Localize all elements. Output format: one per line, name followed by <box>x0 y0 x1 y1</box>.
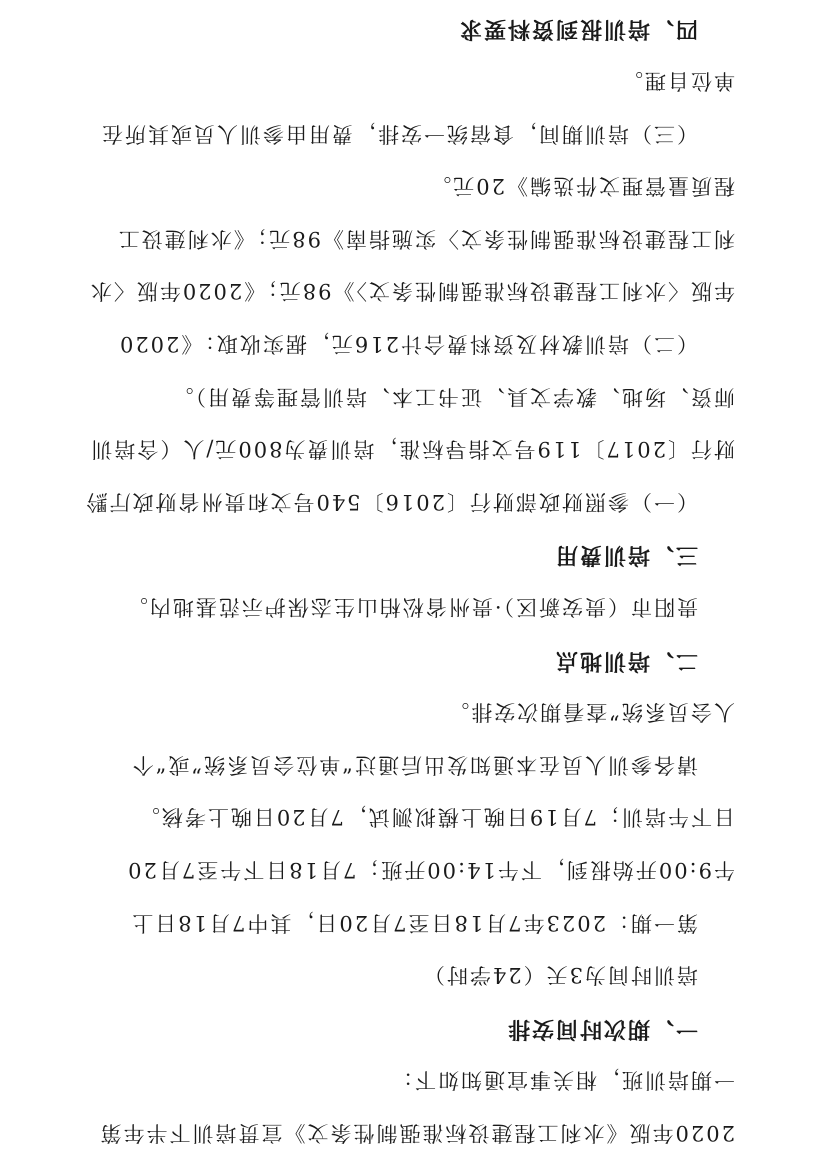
section-1-paragraph-3-line-2: 人会员系统”查看期次安排。 <box>446 700 735 724</box>
intro-line-1: 2020年版《水利工程建设标准强制性条文》宣贯培训下半年第 <box>98 1121 735 1145</box>
section-1-paragraph-2-line-2: 午9:00开始报到，下午14:00开班；7月18日下午至7月20 <box>126 858 735 882</box>
section-3-paragraph-2-line-3: 利工程建设标准强制性条文〉实施指南》98元；《水利建设工 <box>116 227 735 251</box>
section-1-paragraph-1: 培训时间为3天（24学时） <box>421 963 698 987</box>
intro-line-2: 一期培训班，相关事宜通知如下： <box>390 1068 735 1092</box>
section-2-paragraph-1: 贵阳市（贵安新区）·贵州省松柏山生态保护示范基地内。 <box>124 595 698 619</box>
section-1-paragraph-3-line-1: 请各参训人员在本通知发出后通过“单位会员系统”或“个 <box>130 753 698 777</box>
section-3-paragraph-1-line-1: （一）参照财政部财行〔2016〕540号文和贵州省财政厅黔 <box>84 490 698 514</box>
section-3-paragraph-2-line-2: 年版〈水利工程建设标准强制性条文〉》98元；《2020年版〈水 <box>88 279 735 303</box>
section-3-paragraph-1-line-3: 师资、场地、教学文具、证书工本、培训管理等费用）。 <box>170 385 735 409</box>
section-3-paragraph-3-line-1: （三）培训期间，食宿统一安排，费用由参训人员或其所在 <box>100 122 698 146</box>
section-3-paragraph-2-line-1: （二）培训教材及资料费合计216元，据实收取：《2020 <box>117 332 698 356</box>
section-4-heading: 四、培训报到资料要求 <box>457 16 698 41</box>
section-3-paragraph-1-line-2: 财行〔2017〕119号文指导标准，培训费为800元/人（含培训 <box>89 437 735 461</box>
section-1-heading: 一、期次时间安排 <box>505 1016 698 1041</box>
section-2-heading: 二、培训地点 <box>553 648 698 673</box>
section-3-paragraph-3-line-2: 单位自理。 <box>620 69 735 93</box>
section-1-paragraph-2-line-1: 第一期：2023年7月18日至7月20日，其中7月18日上 <box>130 911 698 935</box>
section-3-heading: 三、培训费用 <box>553 542 698 567</box>
section-3-paragraph-2-line-4: 程质量管理文件选编》20元。 <box>428 174 735 198</box>
section-1-paragraph-2-line-3: 日下午培训；7月19日晚上模拟测试，7月20日晚上考核。 <box>136 805 735 829</box>
